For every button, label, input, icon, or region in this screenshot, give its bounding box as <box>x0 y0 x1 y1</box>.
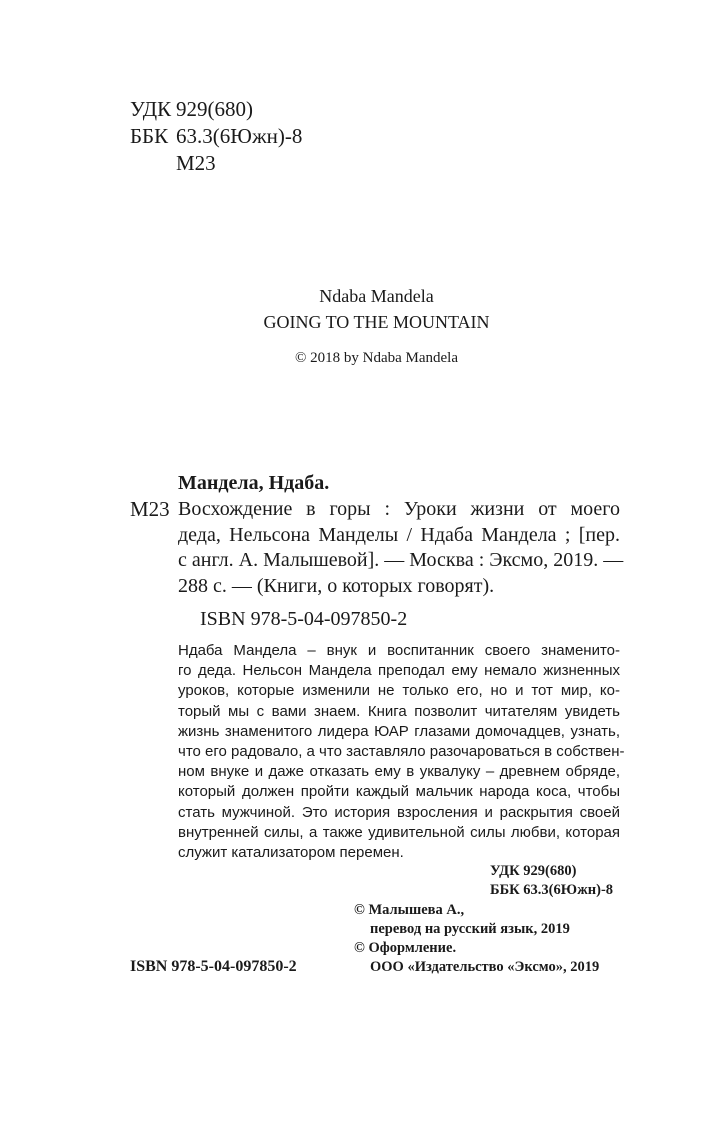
footer-codes <box>490 862 613 900</box>
annotation-line: внутренней силы, а также удивительной силы любви, которая <box>178 823 620 841</box>
author-mark: М23 <box>176 151 216 175</box>
footer-copyright-line: © Оформление. <box>354 940 457 956</box>
bibliography-line: 288 с. — (Книги, о которых говорят). <box>178 574 495 597</box>
annotation-line: жизнь знаменитого лидера ЮАР глазами домочадцев, узнать, <box>178 722 620 740</box>
bibliography-description <box>178 497 624 599</box>
annotation-line: служит катализатором перемен. <box>178 844 404 862</box>
bibliography-line: Восхождение в горы : Уроки жизни от моего <box>178 498 620 520</box>
udk-label: УДК <box>130 97 172 121</box>
bbk-value: 63.3(6Южн)-8 <box>176 124 303 148</box>
annotation-line: стать мужчиной. Это история взросления и раскрытия своей <box>178 803 620 821</box>
footer-isbn: ISBN 978-5-04-097850-2 <box>130 958 297 975</box>
udk-value: 929(680) <box>176 97 253 121</box>
bibliography-line: с англ. А. Малышевой]. — Москва : Эксмо, 2019. — <box>178 549 624 571</box>
annotation <box>178 641 625 863</box>
author-mark-row <box>130 150 302 177</box>
udk-row <box>130 96 302 123</box>
annotation-line: который должен пройти каждый мальчик народа коса, чтобы <box>178 783 620 801</box>
original-author: Ndaba Mandela <box>319 286 434 306</box>
footer-copyright-line: перевод на русский язык, 2019 <box>370 921 570 937</box>
bibliography-line: деда, Нельсона Манделы / Ндаба Мандела ; [пер. <box>178 523 620 546</box>
bbk-row <box>130 123 302 150</box>
annotation-line: уроков, которые изменили не только его, но и тот мир, ко- <box>178 682 620 700</box>
footer-copyright <box>354 901 599 977</box>
footer-copyright-line: ООО «Издательство «Эксмо», 2019 <box>370 959 600 975</box>
original-title: GOING TO THE MOUNTAIN <box>263 312 490 332</box>
footer-udk: УДК 929(680) <box>490 863 577 879</box>
annotation-line: Ндаба Мандела – внук и воспитанник своего знаменито- <box>178 642 620 659</box>
annotation-line: торый мы с вами знаем. Книга позволит читателям увидеть <box>178 702 620 720</box>
footer-bbk: ББК 63.3(6Южн)-8 <box>490 882 614 898</box>
annotation-line: что его радовало, а что заставляло разочароваться в собствен- <box>178 743 625 761</box>
bbk-label: ББК <box>130 124 169 148</box>
bibliography-isbn: ISBN 978-5-04-097850-2 <box>200 608 408 630</box>
annotation-line: ном внуке и даже отказать ему в уквалуку – древнем обряде, <box>178 763 620 781</box>
original-copyright: © 2018 by Ndaba Mandela <box>294 350 459 366</box>
classification-codes <box>130 96 302 177</box>
annotation-line: го деда. Нельсон Мандела преподал ему немало жизненных <box>178 662 620 680</box>
bibliography-author-mark: М23 <box>130 497 170 521</box>
bibliography-author-heading: Мандела, Ндаба. <box>178 472 330 494</box>
footer-copyright-line: © Малышева А., <box>354 902 465 918</box>
